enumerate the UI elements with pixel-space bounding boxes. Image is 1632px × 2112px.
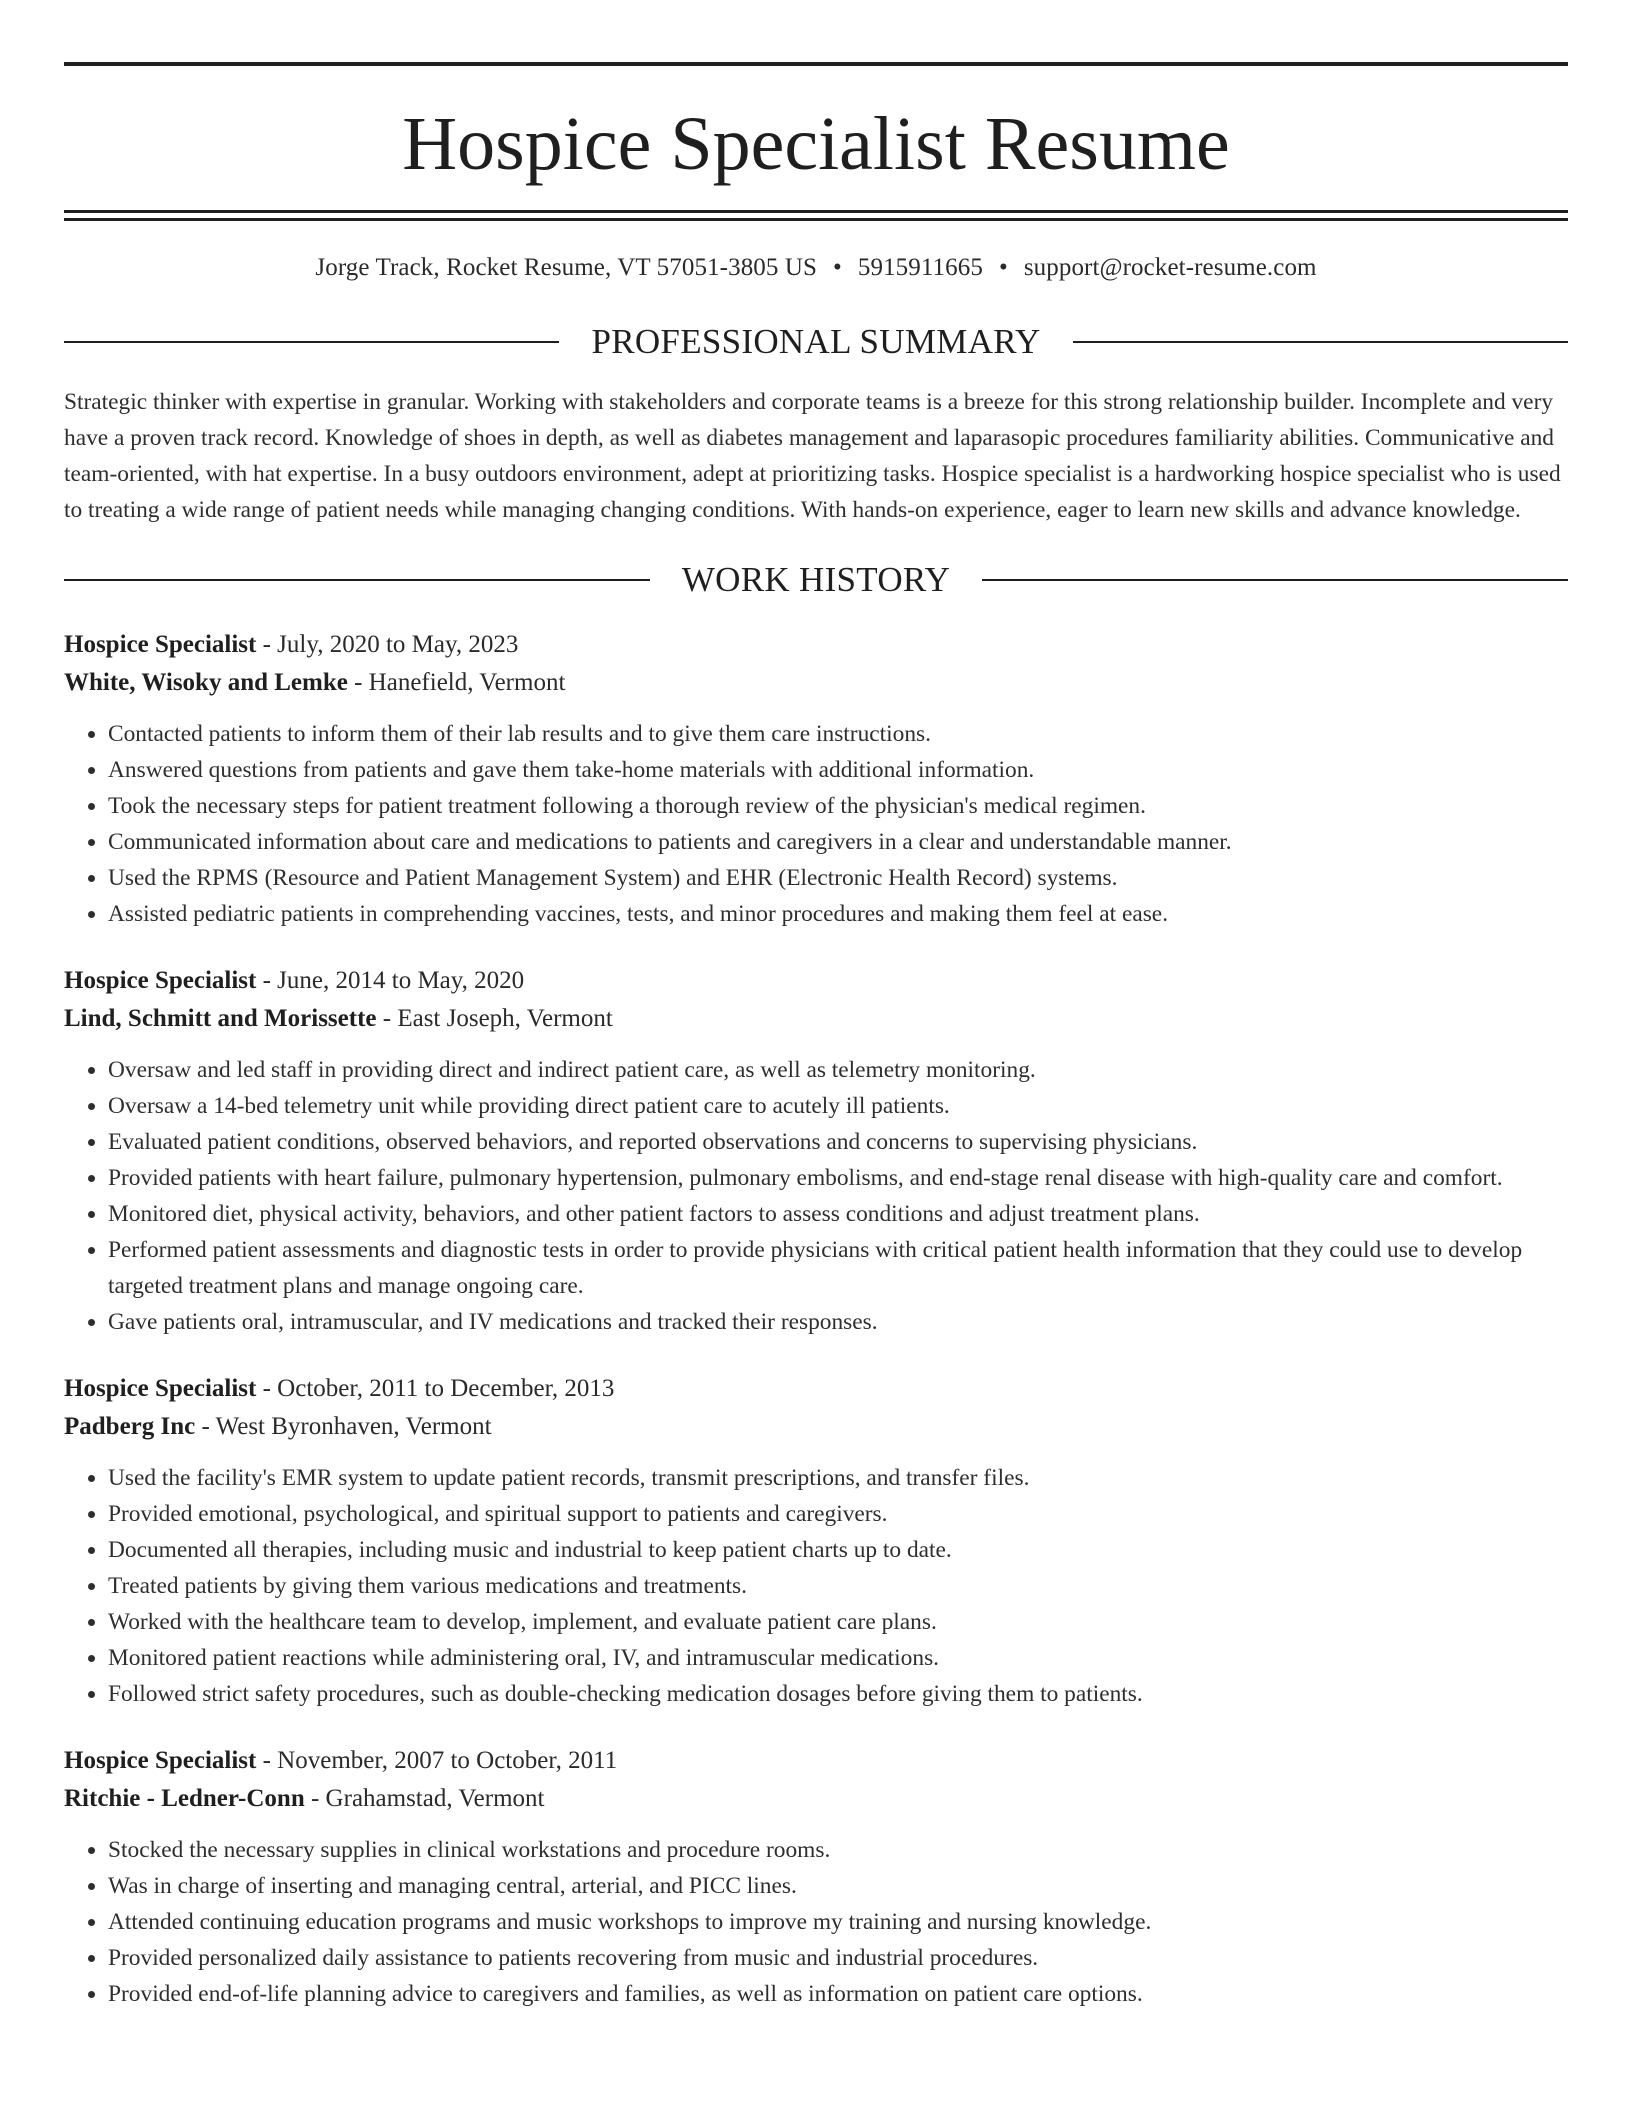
job-dates: - July, 2020 to May, 2023 — [256, 631, 519, 658]
job-duties-list — [64, 1460, 1568, 1712]
heading-rule-right — [1073, 341, 1568, 343]
job-company-line — [64, 664, 1568, 702]
job-duty-item: • Documented all therapies, including music and industrial to keep patient charts up to date. — [108, 1532, 1568, 1568]
job-duties-list — [64, 1832, 1568, 2012]
job-dates: - October, 2011 to December, 2013 — [256, 1375, 615, 1402]
job-duty-item: • Oversaw and led staff in providing direct and indirect patient care, as well as telemetry monitoring. — [108, 1052, 1568, 1088]
job-duty-item: • Took the necessary steps for patient treatment following a thorough review of the physician's medical regimen. — [108, 788, 1568, 824]
job-duty-item: • Used the RPMS (Resource and Patient Management System) and EHR (Electronic Health Record) systems. — [108, 860, 1568, 896]
job-title: Hospice Specialist — [64, 1375, 257, 1402]
job-entry — [64, 1742, 1568, 2012]
job-entry — [64, 626, 1568, 932]
job-duty-item: • Communicated information about care and medications to patients and caregivers in a clear and understandable manner. — [108, 824, 1568, 860]
job-duty-item: • Attended continuing education programs and music workshops to improve my training and nursing knowledge. — [108, 1904, 1568, 1940]
job-duty-item: • Stocked the necessary supplies in clinical workstations and procedure rooms. — [108, 1832, 1568, 1868]
job-entry — [64, 1370, 1568, 1712]
job-duty-item: • Performed patient assessments and diagnostic tests in order to provide physicians with critical patient health information that they could use to develop targeted treatment plans and manage ongoing care. — [108, 1232, 1568, 1304]
job-title: Hospice Specialist — [64, 631, 257, 658]
job-company-line — [64, 1780, 1568, 1818]
contact-phone: 5915911665 — [857, 254, 983, 281]
job-duty-item: • Provided emotional, psychological, and spiritual support to patients and caregivers. — [108, 1496, 1568, 1532]
job-duty-item: • Provided patients with heart failure, pulmonary hypertension, pulmonary embolisms, and end-stage renal disease with high-quality care and comfort. — [108, 1160, 1568, 1196]
summary-heading-label: PROFESSIONAL SUMMARY — [591, 322, 1041, 361]
job-duty-item: • Worked with the healthcare team to develop, implement, and evaluate patient care plans. — [108, 1604, 1568, 1640]
summary-text: Strategic thinker with expertise in granular. Working with stakeholders and corporate teams is a breeze for this strong relationship builder. Incomplete and very have a proven track record. Knowledge of shoes in depth, as well as diabetes management and laparasopic procedures familiarity abilities. Communicative and team-oriented, with hat expertise. In a busy outdoors environment, adept at prioritizing tasks. Hospice specialist is a hardworking hospice specialist who is used to treating a wide range of patient needs while managing changing conditions. With hands-on experience, eager to learn new skills and advance knowledge. — [64, 389, 1561, 523]
work-history-section-heading — [64, 560, 1568, 600]
job-company-line — [64, 1408, 1568, 1446]
job-company: Lind, Schmitt and Morissette — [64, 1005, 377, 1032]
job-duty-item: • Provided personalized daily assistance to patients recovering from music and industrial procedures. — [108, 1940, 1568, 1976]
heading-rule-right — [982, 579, 1568, 581]
job-company: Ritchie - Ledner-Conn — [64, 1785, 305, 1812]
heading-rule-left — [64, 579, 650, 581]
work-history-heading-label: WORK HISTORY — [681, 560, 951, 599]
job-duty-item: • Evaluated patient conditions, observed behaviors, and reported observations and concerns to supervising physicians. — [108, 1124, 1568, 1160]
job-duties-list — [64, 716, 1568, 932]
contact-line — [64, 254, 1568, 282]
job-title: Hospice Specialist — [64, 1747, 257, 1774]
job-duty-item: • Oversaw a 14-bed telemetry unit while providing direct patient care to acutely ill patients. — [108, 1088, 1568, 1124]
job-duty-item: • Monitored patient reactions while administering oral, IV, and intramuscular medications. — [108, 1640, 1568, 1676]
resume-page — [64, 62, 1568, 2012]
job-location: - Hanefield, Vermont — [347, 669, 566, 696]
job-duties-list — [64, 1052, 1568, 1340]
job-company: Padberg Inc — [64, 1413, 196, 1440]
job-duty-item: • Used the facility's EMR system to update patient records, transmit prescriptions, and transfer files. — [108, 1460, 1568, 1496]
job-company: White, Wisoky and Lemke — [64, 669, 348, 696]
top-rule — [64, 62, 1568, 66]
contact-email: support@rocket-resume.com — [1023, 254, 1317, 281]
job-duty-item: • Gave patients oral, intramuscular, and IV medications and tracked their responses. — [108, 1304, 1568, 1340]
job-dates: - June, 2014 to May, 2020 — [256, 967, 525, 994]
job-title: Hospice Specialist — [64, 967, 257, 994]
job-location: - Grahamstad, Vermont — [304, 1785, 545, 1812]
job-dates: - November, 2007 to October, 2011 — [256, 1747, 618, 1774]
job-duty-item: • Monitored diet, physical activity, behaviors, and other patient factors to assess conditions and adjust treatment plans. — [108, 1196, 1568, 1232]
job-title-line — [64, 1742, 1568, 1780]
job-location: - East Joseph, Vermont — [376, 1005, 613, 1032]
job-duty-item: • Assisted pediatric patients in comprehending vaccines, tests, and minor procedures and making them feel at ease. — [108, 896, 1568, 932]
job-title-line — [64, 1370, 1568, 1408]
job-location: - West Byronhaven, Vermont — [195, 1413, 492, 1440]
contact-separator: • — [833, 254, 842, 281]
job-title-line — [64, 962, 1568, 1000]
job-duty-item: • Treated patients by giving them various medications and treatments. — [108, 1568, 1568, 1604]
job-title-line — [64, 626, 1568, 664]
job-duty-item: • Was in charge of inserting and managing central, arterial, and PICC lines. — [108, 1868, 1568, 1904]
job-duty-item: • Contacted patients to inform them of their lab results and to give them care instructions. — [108, 716, 1568, 752]
contact-separator: • — [998, 254, 1008, 281]
title-double-rule — [64, 210, 1568, 221]
job-company-line — [64, 1000, 1568, 1038]
heading-rule-left — [64, 341, 559, 343]
job-list — [64, 626, 1568, 2012]
summary-section-heading — [64, 322, 1568, 362]
job-duty-item: • Followed strict safety procedures, such as double-checking medication dosages before giving them to patients. — [108, 1676, 1568, 1712]
job-duty-item: • Provided end-of-life planning advice to caregivers and families, as well as information on patient care options. — [108, 1976, 1568, 2012]
job-duty-item: • Answered questions from patients and gave them take-home materials with additional information. — [108, 752, 1568, 788]
contact-address: Jorge Track, Rocket Resume, VT 57051-3805 US — [315, 254, 818, 281]
page-title: Hospice Specialist Resume — [402, 102, 1230, 186]
job-entry — [64, 962, 1568, 1340]
